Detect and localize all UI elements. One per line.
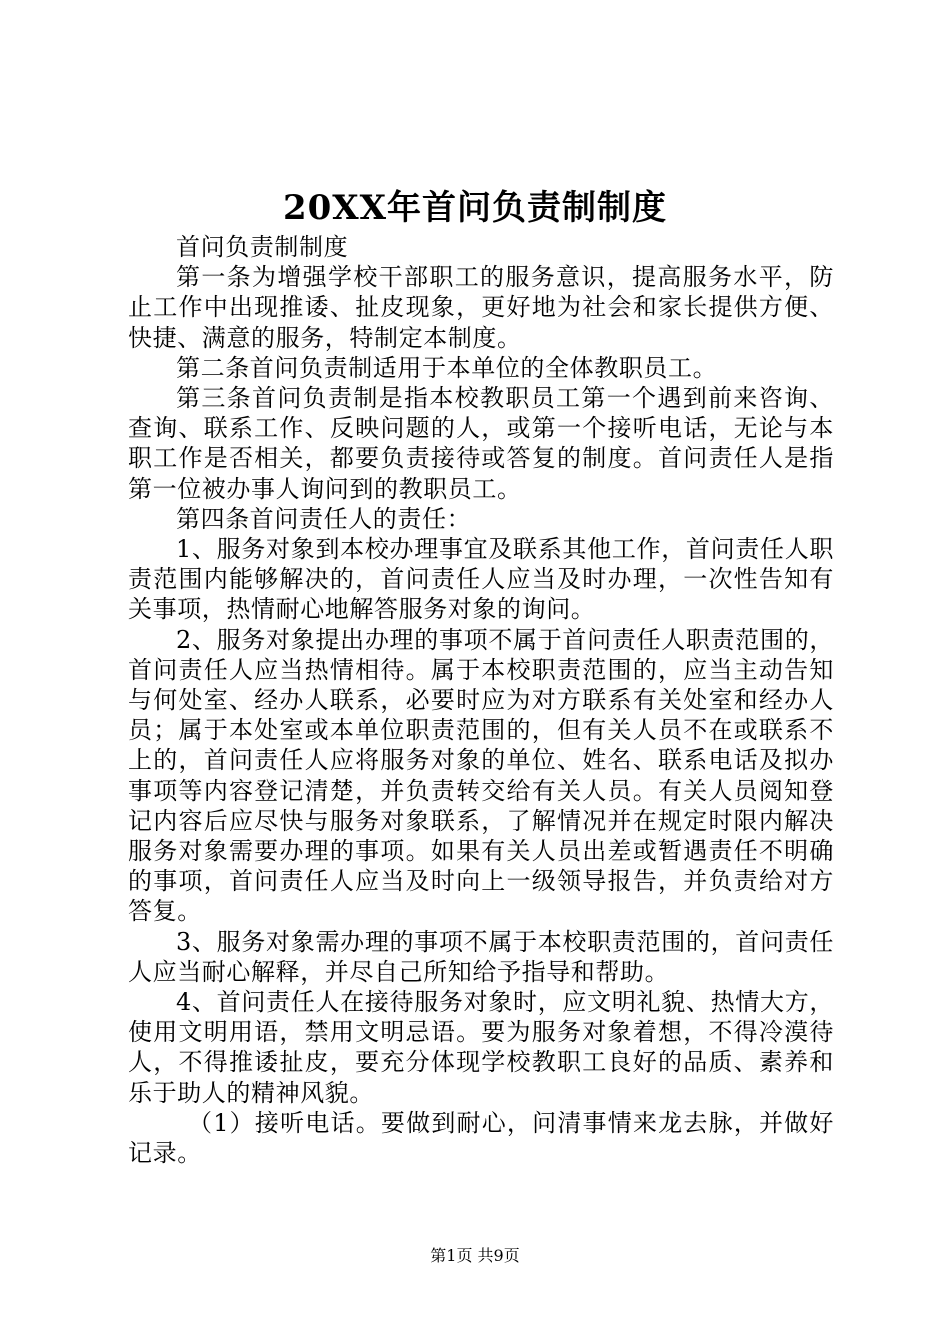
paragraph-subitem-1: （1）接听电话。要做到耐心，问清事情来龙去脉，并做好记录。 — [128, 1108, 834, 1168]
paragraph-item-3: 3、服务对象需办理的事项不属于本校职责范围的，首问责任人应当耐心解释，并尽自己所知给予指导和帮助。 — [128, 927, 834, 986]
document-title: 20XX年首问负责制制度 — [282, 188, 668, 228]
paragraph-item-4: 4、首问责任人在接待服务对象时，应文明礼貌、热情大方，使用文明用语，禁用文明忌语。要为服务对象着想，不得冷漠待人，不得推诿扯皮，要充分体现学校教职工良好的品质、素养和乐于助人的精神风貌。 — [128, 988, 834, 1107]
paragraph-heading: 首问负责制制度 — [176, 233, 349, 261]
paragraph-article-1: 第一条为增强学校干部职工的服务意识，提高服务水平，防止工作中出现推诿、扯皮现象，更好地为社会和家长提供方便、快捷、满意的服务，特制定本制度。 — [128, 263, 834, 352]
paragraph-article-4: 第四条首问责任人的责任： — [176, 504, 472, 533]
paragraph-item-1: 1、服务对象到本校办理事宜及联系其他工作，首问责任人职责范围内能够解决的，首问责任人应当及时办理，一次性告知有关事项，热情耐心地解答服务对象的询问。 — [128, 535, 834, 624]
paragraph-item-2: 2、服务对象提出办理的事项不属于首问责任人职责范围的，首问责任人应当热情相待。属于本校职责范围的，应当主动告知与何处室、经办人联系，必要时应为对方联系有关处室和经办人员；属于本处室或本单位职责范围的，但有关人员不在或联系不上的，首问责任人应将服务对象的单位、姓名、联系电话及拟办事项等内容登记清楚，并负责转交给有关人员。有关人员阅知登记内容后应尽快与服务对象联系，了解情况并在规定时限内解决服务对象需要办理的事项。如果有关人员出差或暂遇责任不明确的事项，首问责任人应当及时向上一级领导报告，并负责给对方答复。 — [128, 625, 834, 926]
paragraph-article-2: 第二条首问负责制适用于本单位的全体教职员工。 — [176, 353, 718, 382]
paragraph-article-3: 第三条首问负责制是指本校教职员工第一个遇到前来咨询、查询、联系工作、反映问题的人，或第一个接听电话，无论与本职工作是否相关，都要负责接待或答复的制度。首问责任人是指第一位被办事人询问到的教职员工。 — [128, 384, 834, 503]
document-body — [128, 232, 834, 1168]
page-footer: 第1页 共9页 — [430, 1246, 520, 1265]
